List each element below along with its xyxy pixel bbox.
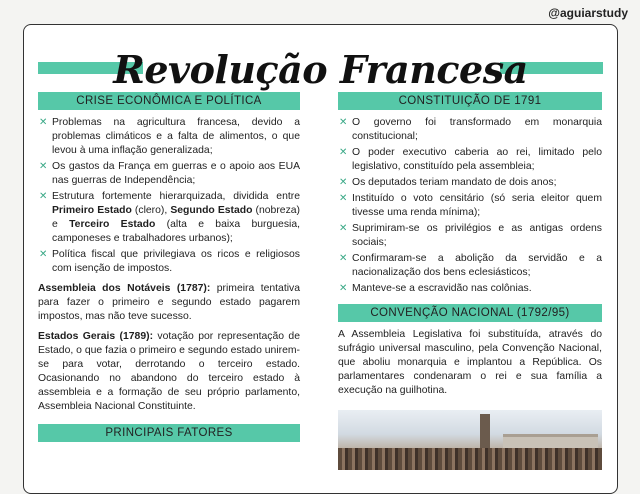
list-item: ✕ Problemas na agricultura francesa, devido a problemas climáticos e a falta de alimentos, o que levou à uma inflação generalizada; xyxy=(39,117,300,156)
list-item: ✕ Instituído o voto censitário (só seria eleitor quem tivesse uma renda mínima); xyxy=(339,193,602,218)
list-item: ✕ O governo foi transformado em monarquia constitucional; xyxy=(339,117,602,142)
study-sheet xyxy=(23,24,618,494)
estados-gerais-paragraph: Estados Gerais (1789): votação por representação de Estado, o que fazia o primeiro e segundo estado unirem-se para votar, derrotando o terceiro estado. Ocasionando no abandono do terceiro estado à assembleia e a formação de seu próprio parlamento, Assembleia Nacional Constituinte. xyxy=(38,331,300,412)
list-item: ✕ Confirmaram-se a abolição da servidão e a nacionalização dos bens eclesiásticos; xyxy=(339,253,602,278)
convention-paragraph: A Assembleia Legislativa foi substituída, através do sufrágio universal masculino, pela Convenção Nacional, que aboliu monarquia e implantou a República. Os parlamentares condenaram o rei e sua família a execução na guilhotina. xyxy=(338,329,602,396)
crowd-shape xyxy=(338,448,602,470)
crisis-header: CRISE ECONÔMICA E POLÍTICA xyxy=(38,92,300,110)
list-item: ✕ Política fiscal que privilegiava os ricos e religiosos com isenção de impostos. xyxy=(39,249,300,274)
convention-header: CONVENÇÃO NACIONAL (1792/95) xyxy=(338,304,602,322)
guillotine-illustration xyxy=(338,410,602,470)
author-handle: @aguiarstudy xyxy=(548,6,628,20)
constitution-header: CONSTITUIÇÃO DE 1791 xyxy=(338,92,602,110)
crisis-list xyxy=(38,116,300,276)
factors-header: PRINCIPAIS FATORES xyxy=(38,424,300,442)
left-column xyxy=(38,92,300,448)
constitution-list xyxy=(338,116,602,296)
list-item: ✕ Estrutura fortemente hierarquizada, dividida entre Primeiro Estado (clero), Segundo Estado (nobreza) e Terceiro Estado (alta e baixa burguesia, camponeses e trabalhadores urbanos); xyxy=(39,191,301,244)
list-item: ✕ O poder executivo caberia ao rei, limitado pelo legislativo, constituído pela assembleia; xyxy=(339,147,602,172)
bullet-icon: ✕ xyxy=(339,223,348,234)
list-item: ✕ Suprimiram-se os privilégios e as antigas ordens sociais; xyxy=(339,223,602,248)
bullet-icon: ✕ xyxy=(39,249,48,260)
list-item: ✕ Os gastos da França em guerras e o apoio aos EUA nas guerras de Independência; xyxy=(39,161,300,186)
bullet-icon: ✕ xyxy=(339,147,348,158)
bullet-icon: ✕ xyxy=(39,117,48,128)
bullet-icon: ✕ xyxy=(39,191,48,202)
page-title: Revolução Francesa xyxy=(113,47,528,92)
bullet-icon: ✕ xyxy=(39,161,48,172)
bullet-icon: ✕ xyxy=(339,177,348,188)
bullet-icon: ✕ xyxy=(339,193,348,204)
bullet-icon: ✕ xyxy=(339,117,348,128)
notaveis-paragraph: Assembleia dos Notáveis (1787): primeira tentativa para fazer o primeiro e segundo estado pagarem impostos, mas não teve sucesso. xyxy=(38,283,300,322)
bullet-icon: ✕ xyxy=(339,253,348,264)
list-item: ✕ Manteve-se a escravidão nas colônias. xyxy=(339,283,532,294)
bullet-icon: ✕ xyxy=(339,283,348,294)
right-column xyxy=(338,92,602,470)
list-item: ✕ Os deputados teriam mandato de dois anos; xyxy=(339,177,557,188)
